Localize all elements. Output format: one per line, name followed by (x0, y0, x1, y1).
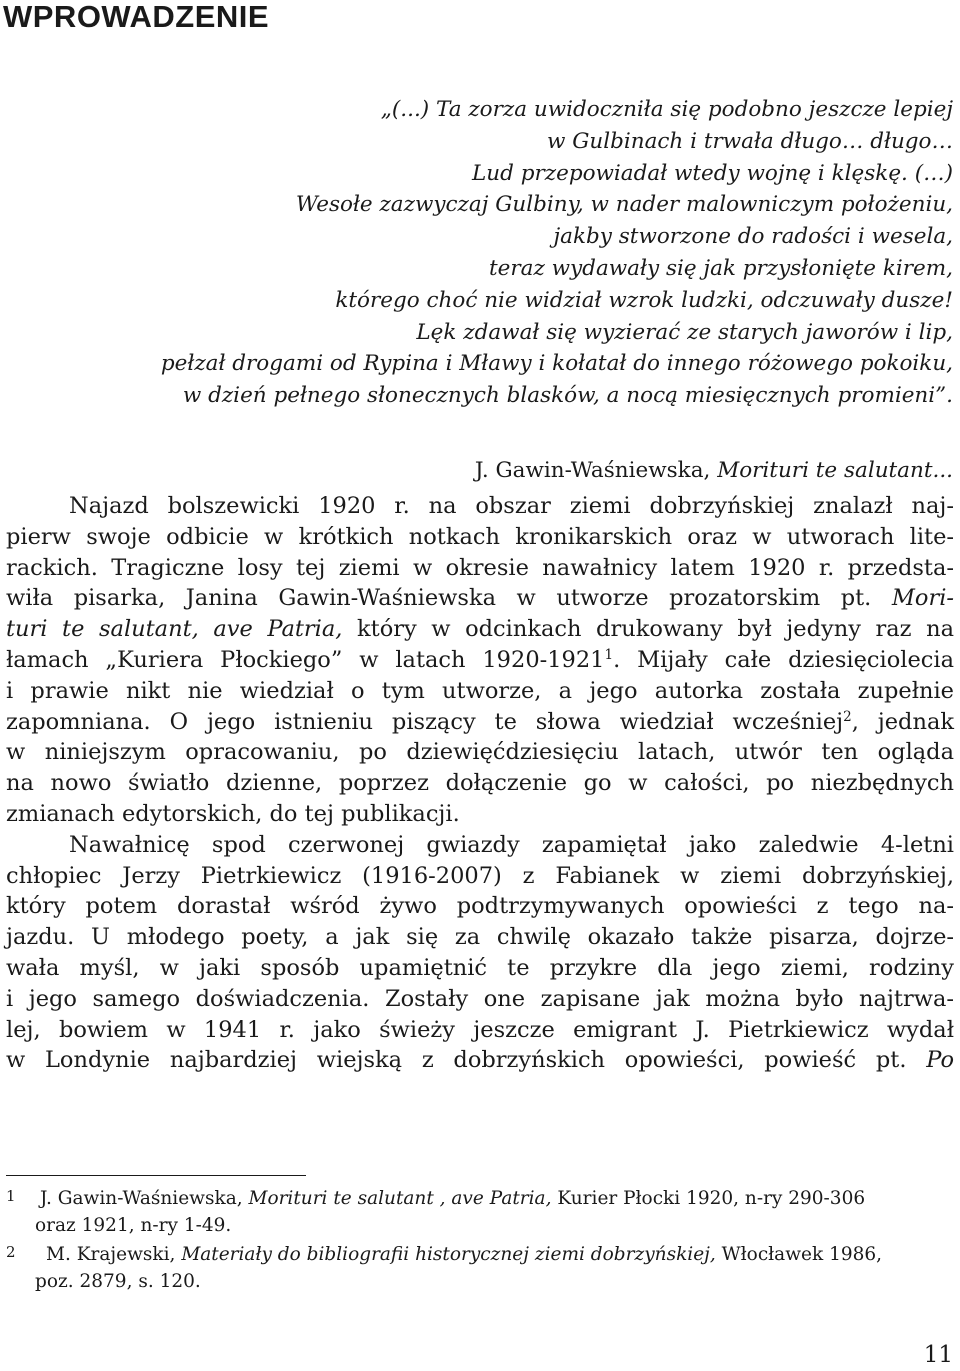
epigraph-source (475, 456, 953, 486)
footnote-line: oraz 1921, n-ry 1-49. (35, 1215, 232, 1236)
body-line-text: . Mijały całe dziesięciolecia (613, 646, 954, 673)
epigraph-line: Wesołe zazwyczaj Gulbiny, w nader malowniczym położeniu, (295, 192, 953, 218)
footnote-title: Materiały do bibliografii historycznej ziemi dobrzyńskiej, (181, 1244, 716, 1265)
footnote-line: poz. 2879, s. 120. (35, 1271, 201, 1292)
footnote-1 (6, 1183, 954, 1239)
body-line-text: wiła pisarka, Janina Gawin-Waśniewska w utworze prozatorskim pt. (6, 585, 892, 612)
body-line-text: w Londynie najbardziej wiejską z dobrzyńskich opowieści, powieść pt. (6, 1047, 927, 1074)
epigraph-line: teraz wydawały się jak przysłonięte kirem, (489, 255, 953, 281)
body-line: lej, bowiem w 1941 r. jako świeży jeszcze emigrant J. Pietrkiewicz wydał (6, 1016, 954, 1043)
epigraph-line: Lęk zdawał się wyzierać ze starych jaworów i lip, (416, 319, 953, 345)
page-number: 11 (923, 1342, 953, 1368)
body-line-text: który w odcinkach drukowany był jedyny raz na (342, 616, 954, 643)
footnotes (6, 1183, 954, 1295)
body-line (6, 614, 954, 645)
epigraph-line: „(...) Ta zorza uwidoczniła się podobno jeszcze lepiej (380, 97, 953, 122)
body-line: rackich. Tragiczne losy tej ziemi w okresie nawałnicy latem 1920 r. przedsta- (6, 554, 954, 581)
epigraph-line: Lud przepowiadał wtedy wojnę i klęskę. (…) (472, 160, 953, 186)
body-text (6, 491, 954, 1076)
epigraph (33, 94, 953, 412)
footnote-text: M. Krajewski, (46, 1244, 182, 1265)
footnote-mark: 1 (6, 1187, 16, 1205)
body-line (6, 1045, 954, 1076)
epigraph-source-title: Morituri te salutant... (717, 458, 953, 483)
body-line (6, 583, 954, 614)
footnote-ref[interactable]: 1 (604, 646, 614, 663)
body-line: zmianach edytorskich, do tej publikacji. (6, 800, 460, 827)
epigraph-line: którego choć nie widział wzrok ludzki, odczuwały dusze! (335, 287, 953, 313)
body-line: Nawałnicę spod czerwonej gwiazdy zapamiętał jako zaledwie 4-letni (69, 831, 954, 858)
body-line: pierw swoje odbicie w krótkich notkach kronikarskich oraz w utworach lite- (6, 523, 954, 550)
body-line: wała myśl, w jaki sposób upamiętnić te przykre dla jego ziemi, rodziny (6, 954, 954, 981)
epigraph-line: jakby stworzone do radości i wesela, (553, 224, 953, 250)
footnote-divider (6, 1175, 306, 1176)
body-line (6, 645, 954, 676)
body-line-text: zapomniana. O jego istnieniu piszący te słowa wiedział wcześniej (6, 708, 844, 735)
epigraph-line: w dzień pełnego słonecznych blasków, a nocą miesięcznych promieni”. (182, 383, 953, 409)
footnote-title: Morituri te salutant , ave Patria, (248, 1188, 552, 1209)
body-line: na nowo światło dzienne, poprzez dołączenie go w całości, po niezbędnych (6, 770, 954, 797)
body-line: który potem dorastał wśród żywo podtrzymywanych opowieści z tego na- (6, 893, 954, 920)
body-line: Najazd bolszewicki 1920 r. na obszar ziemi dobrzyńskiej znalazł naj- (69, 493, 954, 519)
body-line: jazdu. U młodego poety, a jak się za chwilę okazało także pisarza, dojrze- (6, 924, 954, 951)
title-italic: Po (926, 1047, 954, 1074)
title-italic: turi te salutant, ave Patria, (6, 616, 343, 643)
body-line-text: , jednak (851, 708, 954, 735)
body-line (6, 707, 954, 738)
body-line-text: łamach „Kuriera Płockiego” w latach 1920-1921 (6, 646, 605, 673)
body-line: i prawie nikt nie wiedział o tym utworze, a jego autorka została zupełnie (6, 677, 954, 704)
epigraph-line: w Gulbinach i trwała długo… długo… (546, 128, 953, 154)
title-italic: Mori- (891, 585, 954, 612)
footnote-text: Włocławek 1986, (715, 1244, 883, 1265)
body-line: w niniejszym opracowaniu, po dziewięćdziesięciu latach, utwór ten ogląda (6, 739, 954, 766)
body-line: chłopiec Jerzy Pietrkiewicz (1916-2007) z Fabianek w ziemi dobrzyńskiej, (6, 862, 954, 889)
chapter-heading: WPROWADZENIE (3, 0, 270, 34)
epigraph-source-author: J. Gawin-Waśniewska, (474, 458, 718, 483)
body-line: i jego samego doświadczenia. Zostały one zapisane jak można było najtrwa- (6, 985, 954, 1012)
footnote-text: Kurier Płocki 1920, n-ry 290-306 (551, 1188, 866, 1209)
footnote-text: J. Gawin-Waśniewska, (40, 1188, 249, 1209)
footnote-mark: 2 (6, 1243, 16, 1261)
footnote-2 (6, 1239, 954, 1295)
footnote-ref[interactable]: 2 (843, 708, 852, 725)
epigraph-line: pełzał drogami od Rypina i Mławy i kołatał do innego różowego pokoiku, (160, 351, 953, 377)
footnote-line (6, 1239, 954, 1268)
footnote-line (6, 1183, 954, 1212)
